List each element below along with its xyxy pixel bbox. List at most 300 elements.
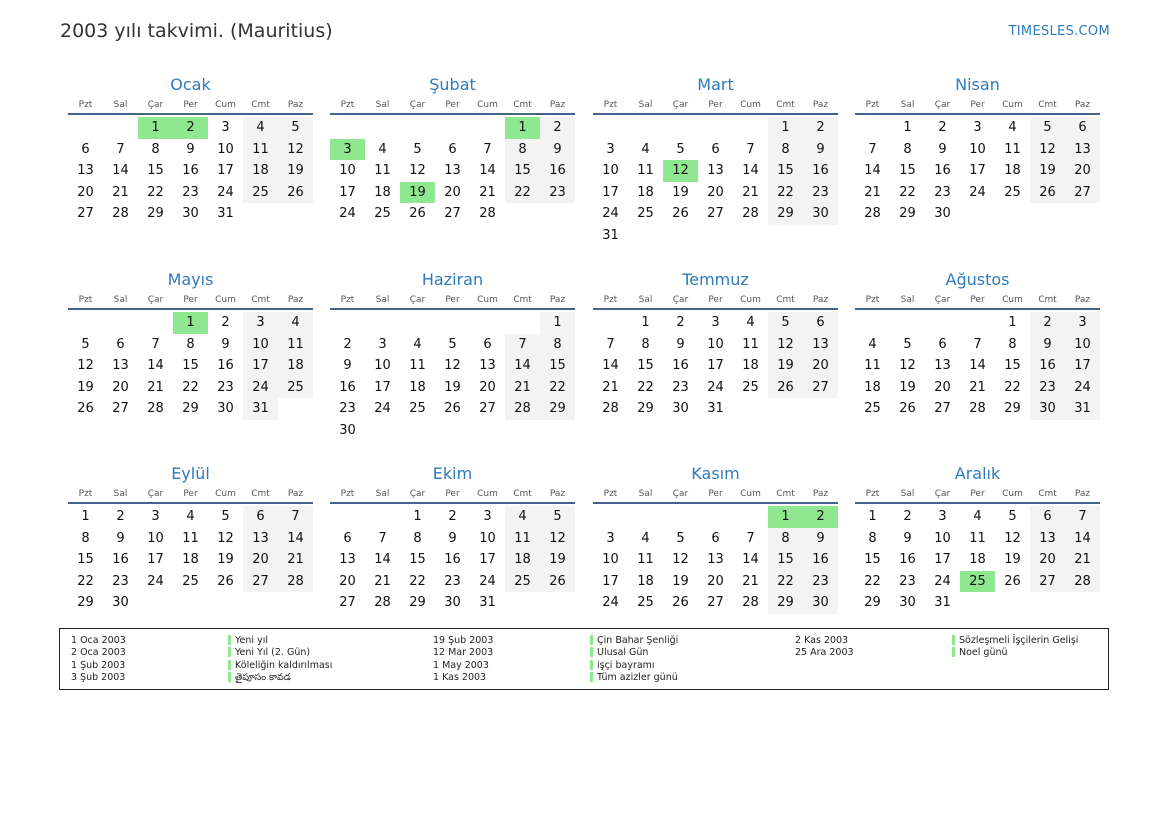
day-cell: 28 [505, 398, 540, 420]
weekday-label: Pzt [603, 489, 618, 499]
day-cell: 9 [221, 336, 230, 352]
day-cell: 20 [934, 379, 951, 395]
day-cell: 5 [413, 141, 422, 157]
day-cell: 30 [112, 595, 129, 611]
weekday-header [593, 486, 838, 504]
day-cell: 27 [444, 206, 461, 222]
day-cell: 8 [505, 139, 540, 161]
legend-holiday-name: Ulusal Gün [597, 647, 649, 659]
day-cell: 15 [182, 358, 199, 374]
day-cell: 20 [479, 379, 496, 395]
legend-dates-column [433, 635, 493, 684]
holiday-day-cell: 1 [505, 117, 540, 139]
day-cell: 5 [1030, 117, 1065, 139]
day-grid [68, 504, 313, 614]
day-cell: 5 [676, 141, 685, 157]
day-cell: 28 [864, 206, 881, 222]
weekday-label: Cmt [251, 100, 270, 110]
day-cell: 10 [217, 141, 234, 157]
weekday-label: Cmt [1038, 295, 1057, 305]
day-empty [960, 312, 995, 334]
weekday-label: Per [970, 295, 985, 305]
legend-holiday-name: işçi bayramı [597, 659, 655, 671]
day-cell: 23 [672, 379, 689, 395]
day-cell: 21 [505, 377, 540, 399]
weekday-label: Sal [375, 489, 390, 499]
day-cell: 6 [711, 530, 720, 546]
day-cell: 10 [243, 334, 278, 356]
day-cell: 29 [637, 401, 654, 417]
day-cell: 19 [444, 379, 461, 395]
day-cell: 10 [1065, 334, 1100, 356]
day-cell: 25 [278, 377, 313, 399]
day-cell: 13 [479, 358, 496, 374]
legend-color-swatch [590, 660, 593, 670]
day-cell: 16 [803, 160, 838, 182]
day-cell: 17 [602, 573, 619, 589]
weekday-label: Paz [812, 295, 829, 305]
day-cell: 21 [602, 379, 619, 395]
day-cell: 19 [217, 552, 234, 568]
day-cell: 23 [112, 573, 129, 589]
day-cell: 22 [182, 379, 199, 395]
holiday-day-cell: 1 [768, 506, 803, 528]
weekday-label: Çar [934, 100, 951, 110]
day-cell: 29 [147, 206, 164, 222]
month-name: Nisan [955, 75, 1000, 94]
weekday-label: Paz [549, 295, 566, 305]
day-cell: 2 [676, 315, 685, 330]
day-cell: 15 [147, 163, 164, 179]
weekday-label: Paz [549, 100, 566, 110]
weekday-label: Sal [900, 295, 915, 305]
weekday-label: Pzt [78, 100, 93, 110]
day-cell: 26 [672, 206, 689, 222]
month-12 [855, 463, 1100, 614]
day-cell: 15 [899, 163, 916, 179]
day-cell: 18 [278, 355, 313, 377]
day-empty [855, 117, 890, 139]
day-cell: 14 [479, 163, 496, 179]
day-empty [330, 117, 365, 139]
day-cell: 6 [803, 312, 838, 334]
day-cell: 16 [182, 163, 199, 179]
day-cell: 11 [637, 552, 654, 568]
weekday-header [855, 486, 1100, 504]
day-cell: 25 [182, 573, 199, 589]
weekday-label: Sal [375, 295, 390, 305]
day-cell: 7 [973, 336, 982, 352]
day-cell: 12 [278, 139, 313, 161]
weekday-label: Sal [113, 489, 128, 499]
weekday-label: Cum [477, 295, 498, 305]
weekday-label: Cmt [776, 489, 795, 499]
day-cell: 3 [378, 336, 387, 352]
weekday-label: Cmt [1038, 100, 1057, 110]
month-6 [330, 269, 575, 442]
legend-markers [590, 635, 593, 684]
day-grid [330, 504, 575, 614]
day-cell: 21 [1065, 549, 1100, 571]
day-cell: 16 [540, 160, 575, 182]
month-3 [593, 74, 838, 247]
legend-color-swatch [952, 647, 955, 657]
day-empty [435, 312, 470, 334]
day-cell: 11 [409, 358, 426, 374]
day-cell: 24 [339, 206, 356, 222]
day-cell: 6 [938, 336, 947, 352]
weekday-header [68, 486, 313, 504]
weekday-label: Pzt [340, 100, 355, 110]
weekday-header [330, 97, 575, 115]
day-cell: 14 [864, 163, 881, 179]
day-cell: 7 [378, 530, 387, 546]
day-grid [68, 115, 313, 225]
weekday-label: Cum [1002, 295, 1023, 305]
day-empty [400, 117, 435, 139]
day-cell: 26 [540, 571, 575, 593]
day-cell: 31 [602, 227, 619, 243]
day-cell: 28 [112, 206, 129, 222]
day-cell: 8 [413, 530, 422, 546]
day-cell: 29 [768, 203, 803, 225]
day-cell: 4 [505, 506, 540, 528]
month-2 [330, 74, 575, 225]
day-cell: 26 [1004, 573, 1021, 589]
day-cell: 2 [1030, 312, 1065, 334]
day-cell: 12 [444, 358, 461, 374]
day-cell: 4 [186, 509, 195, 524]
day-cell: 19 [278, 160, 313, 182]
day-cell: 3 [243, 312, 278, 334]
day-grid [330, 310, 575, 442]
day-cell: 10 [934, 530, 951, 546]
day-cell: 17 [217, 163, 234, 179]
weekday-label: Per [708, 100, 723, 110]
day-cell: 3 [938, 509, 947, 524]
day-empty [925, 312, 960, 334]
day-cell: 2 [343, 336, 352, 352]
day-cell: 12 [217, 530, 234, 546]
day-cell: 13 [243, 528, 278, 550]
weekday-label: Çar [409, 489, 426, 499]
legend-markers [952, 635, 955, 660]
weekday-label: Pzt [340, 295, 355, 305]
day-cell: 29 [768, 592, 803, 614]
day-cell: 16 [934, 163, 951, 179]
day-cell: 23 [444, 573, 461, 589]
holiday-day-cell: 19 [400, 182, 435, 204]
month-name: Ocak [170, 75, 211, 94]
weekday-label: Cum [477, 489, 498, 499]
day-cell: 18 [182, 552, 199, 568]
day-cell: 26 [672, 595, 689, 611]
legend-names-column [959, 635, 1078, 660]
day-cell: 21 [742, 573, 759, 589]
day-grid [855, 115, 1100, 225]
weekday-label: Cum [215, 489, 236, 499]
legend-holiday-name: Çin Bahar Şenliği [597, 635, 679, 646]
day-cell: 1 [641, 315, 650, 330]
day-empty [593, 312, 628, 334]
day-cell: 19 [768, 355, 803, 377]
day-cell: 8 [186, 336, 195, 352]
day-cell: 13 [1065, 139, 1100, 161]
day-cell: 6 [243, 506, 278, 528]
month-name: Ağustos [945, 270, 1010, 289]
day-cell: 24 [374, 401, 391, 417]
day-cell: 7 [746, 141, 755, 157]
weekday-label: Çar [409, 295, 426, 305]
day-cell: 23 [803, 182, 838, 204]
day-cell: 27 [339, 595, 356, 611]
holiday-day-cell: 1 [173, 312, 208, 334]
day-cell: 9 [1030, 334, 1065, 356]
day-cell: 3 [483, 509, 492, 524]
day-cell: 14 [147, 358, 164, 374]
legend-color-swatch [590, 647, 593, 657]
holiday-day-cell: 12 [663, 160, 698, 182]
legend-date: 2 Kas 2003 [795, 635, 849, 646]
day-cell: 23 [899, 573, 916, 589]
day-cell: 15 [505, 160, 540, 182]
day-cell: 20 [803, 355, 838, 377]
day-cell: 12 [768, 334, 803, 356]
day-cell: 20 [1030, 549, 1065, 571]
legend-markers [228, 635, 231, 684]
day-cell: 6 [711, 141, 720, 157]
weekday-label: Cmt [513, 100, 532, 110]
legend-color-swatch [590, 635, 593, 645]
weekday-label: Cmt [776, 295, 795, 305]
day-cell: 10 [969, 141, 986, 157]
legend-holiday-name: Yeni yıl [235, 635, 268, 646]
day-cell: 7 [746, 530, 755, 546]
day-cell: 3 [151, 509, 160, 524]
weekday-label: Pzt [78, 295, 93, 305]
day-cell: 22 [505, 182, 540, 204]
day-cell: 13 [1030, 528, 1065, 550]
day-cell: 4 [973, 509, 982, 524]
day-cell: 20 [707, 573, 724, 589]
month-name: Eylül [171, 464, 210, 483]
day-cell: 14 [602, 358, 619, 374]
day-cell: 11 [864, 358, 881, 374]
day-cell: 16 [112, 552, 129, 568]
day-cell: 8 [540, 334, 575, 356]
day-cell: 12 [409, 163, 426, 179]
day-cell: 18 [243, 160, 278, 182]
day-empty [365, 117, 400, 139]
day-cell: 24 [602, 595, 619, 611]
day-cell: 16 [672, 358, 689, 374]
day-cell: 17 [479, 552, 496, 568]
day-grid [593, 504, 838, 614]
day-cell: 12 [672, 552, 689, 568]
day-cell: 11 [742, 336, 759, 352]
legend-color-swatch [228, 635, 231, 645]
day-cell: 1 [768, 117, 803, 139]
day-cell: 7 [278, 506, 313, 528]
day-cell: 6 [1065, 117, 1100, 139]
day-cell: 18 [374, 184, 391, 200]
day-grid [593, 115, 838, 247]
month-name: Temmuz [682, 270, 749, 289]
day-empty [470, 312, 505, 334]
weekday-label: Paz [287, 295, 304, 305]
day-cell: 8 [151, 141, 160, 157]
legend-color-swatch [228, 647, 231, 657]
month-11 [593, 463, 838, 614]
day-cell: 6 [81, 141, 90, 157]
legend-date: 1 Şub 2003 [71, 659, 126, 671]
day-cell: 11 [969, 530, 986, 546]
day-cell: 30 [899, 595, 916, 611]
day-cell: 4 [378, 141, 387, 157]
day-cell: 22 [768, 571, 803, 593]
day-cell: 4 [746, 315, 755, 330]
day-cell: 16 [803, 549, 838, 571]
day-cell: 16 [899, 552, 916, 568]
day-cell: 9 [676, 336, 685, 352]
day-cell: 26 [217, 573, 234, 589]
day-cell: 11 [278, 334, 313, 356]
day-cell: 9 [116, 530, 125, 546]
site-link[interactable]: TIMESLES.COM [1008, 24, 1110, 39]
day-cell: 24 [969, 184, 986, 200]
day-cell: 2 [903, 509, 912, 524]
day-cell: 19 [672, 184, 689, 200]
day-empty [698, 506, 733, 528]
legend-date: 12 Mar 2003 [433, 647, 494, 659]
weekday-label: Cum [740, 100, 761, 110]
day-cell: 28 [742, 595, 759, 611]
day-cell: 5 [768, 312, 803, 334]
day-cell: 15 [1004, 358, 1021, 374]
day-cell: 5 [903, 336, 912, 352]
day-cell: 20 [707, 184, 724, 200]
weekday-label: Cmt [251, 489, 270, 499]
weekday-label: Sal [638, 295, 653, 305]
day-empty [103, 312, 138, 334]
day-cell: 9 [186, 141, 195, 157]
weekday-header [593, 292, 838, 310]
weekday-label: Çar [147, 489, 164, 499]
weekday-label: Çar [147, 100, 164, 110]
day-cell: 22 [637, 379, 654, 395]
day-cell: 14 [374, 552, 391, 568]
month-name: Mart [697, 75, 734, 94]
day-cell: 6 [116, 336, 125, 352]
holiday-day-cell: 3 [330, 139, 365, 161]
day-cell: 17 [1065, 355, 1100, 377]
weekday-label: Cum [215, 295, 236, 305]
weekday-label: Çar [147, 295, 164, 305]
weekday-label: Sal [113, 295, 128, 305]
weekday-label: Cum [477, 100, 498, 110]
day-cell: 20 [444, 184, 461, 200]
day-cell: 17 [147, 552, 164, 568]
weekday-label: Cum [1002, 489, 1023, 499]
month-name: Mayıs [167, 270, 214, 289]
legend-names-column [597, 635, 678, 684]
day-cell: 12 [77, 358, 94, 374]
day-cell: 19 [1030, 160, 1065, 182]
day-cell: 13 [77, 163, 94, 179]
day-cell: 30 [1030, 398, 1065, 420]
weekday-label: Çar [934, 295, 951, 305]
day-cell: 9 [803, 528, 838, 550]
day-cell: 21 [479, 184, 496, 200]
day-cell: 21 [278, 549, 313, 571]
weekday-label: Per [708, 489, 723, 499]
day-cell: 30 [672, 401, 689, 417]
day-cell: 15 [637, 358, 654, 374]
weekday-label: Cum [740, 295, 761, 305]
day-cell: 29 [864, 595, 881, 611]
day-cell: 20 [1065, 160, 1100, 182]
day-cell: 5 [1008, 509, 1017, 524]
day-cell: 5 [81, 336, 90, 352]
day-cell: 26 [278, 182, 313, 204]
day-empty [68, 117, 103, 139]
day-cell: 24 [243, 377, 278, 399]
month-8 [855, 269, 1100, 420]
day-cell: 21 [742, 184, 759, 200]
day-cell: 17 [374, 379, 391, 395]
weekday-label: Paz [1074, 295, 1091, 305]
weekday-label: Sal [375, 100, 390, 110]
day-cell: 28 [374, 595, 391, 611]
weekday-label: Çar [672, 295, 689, 305]
day-cell: 13 [112, 358, 129, 374]
page-title: 2003 yılı takvimi. (Mauritius) [60, 20, 333, 42]
legend-date: 3 Şub 2003 [71, 671, 126, 683]
weekday-label: Çar [672, 489, 689, 499]
weekday-header [68, 292, 313, 310]
weekday-label: Per [970, 489, 985, 499]
day-cell: 16 [217, 358, 234, 374]
weekday-label: Sal [638, 100, 653, 110]
month-5 [68, 269, 313, 420]
day-empty [733, 506, 768, 528]
weekday-label: Cmt [251, 295, 270, 305]
day-cell: 24 [602, 206, 619, 222]
day-cell: 24 [934, 573, 951, 589]
legend-date: 1 May 2003 [433, 659, 489, 671]
day-cell: 23 [540, 182, 575, 204]
day-cell: 20 [77, 184, 94, 200]
day-grid [855, 504, 1100, 614]
day-cell: 14 [742, 163, 759, 179]
weekday-label: Per [445, 295, 460, 305]
day-empty [400, 312, 435, 334]
day-cell: 17 [602, 184, 619, 200]
weekday-label: Pzt [340, 489, 355, 499]
legend-dates-column [795, 635, 854, 660]
day-cell: 22 [1004, 379, 1021, 395]
day-cell: 4 [1008, 120, 1017, 135]
day-cell: 14 [1065, 528, 1100, 550]
day-cell: 25 [742, 379, 759, 395]
day-cell: 25 [505, 571, 540, 593]
day-empty [330, 506, 365, 528]
day-cell: 30 [339, 422, 356, 438]
day-cell: 29 [182, 401, 199, 417]
day-cell: 8 [1008, 336, 1017, 352]
holiday-legend [59, 628, 1109, 690]
day-cell: 10 [602, 552, 619, 568]
